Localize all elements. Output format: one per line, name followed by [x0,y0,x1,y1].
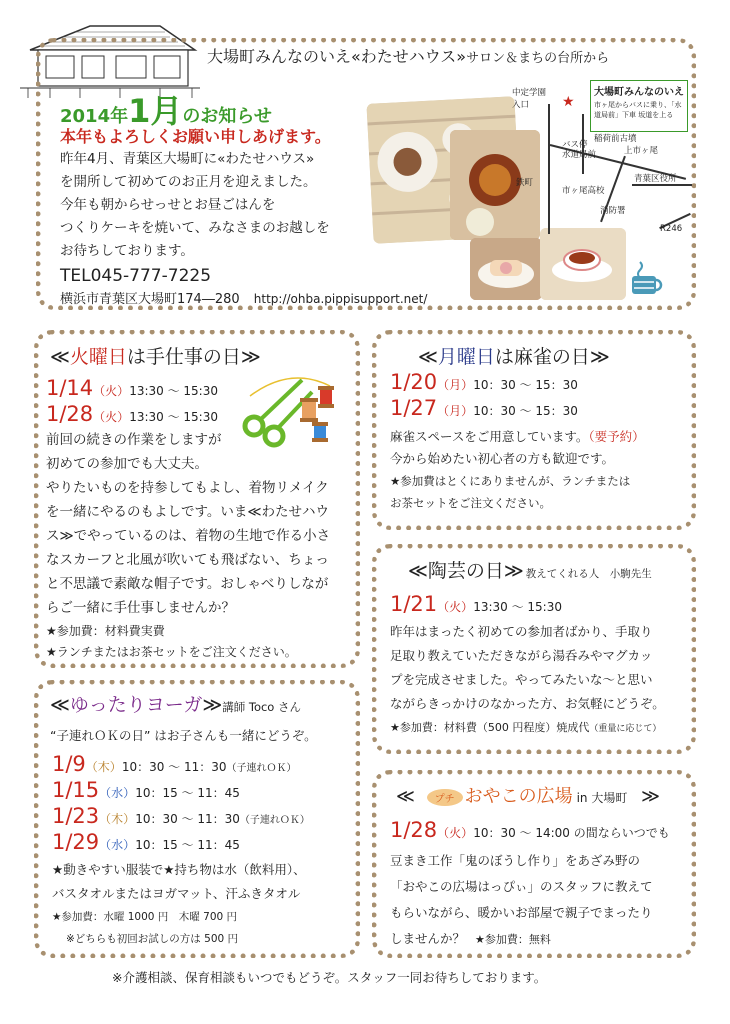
map-label: 消防署 [600,206,626,216]
tea-photo [540,228,626,300]
address-line [60,288,427,307]
fee-note: ★参加費：無料 [475,933,551,946]
address: 横浜市青葉区大場町174―280 [60,292,240,307]
intro-line: つくりケーキを焼いて、みなさまのお越しを [60,220,330,236]
tuesday-date-2 [46,402,218,426]
weekday: （木） [99,812,136,826]
date: 1/21 [390,592,438,616]
yoga-title-row [50,690,301,717]
weekday: （火） [437,600,474,614]
fee-subnote: （重量に応じて） [589,724,662,734]
monday-title-open: ≪ [418,346,438,368]
date: 1/28 [390,818,438,842]
trial-note: ※どちらも初回お試しの方は 500 円 [66,933,239,945]
yoga-lead: “子連れＯＫの日” はお子さんも一緒にどうぞ。 [50,728,317,743]
body-line: 豆まき工作「鬼のぼうし作り」をあざみ野の [390,853,641,868]
map-label: 中定学園入口 [512,88,547,110]
fee-note: ★参加費：材料費実費 [46,624,165,638]
pottery-teacher: 教えてくれる人 小駒先生 [525,568,652,580]
fee-text: ★参加費：材料費（500 円程度）焼成代 [390,721,590,734]
date: 1/15 [52,778,100,802]
time: 10：30 〜 15：30 [473,404,578,418]
yoga-title-em: ゆったりヨーガ [69,694,203,716]
time: 13:30 〜 15:30 [129,384,218,398]
map-legend [590,80,688,132]
yoga-title-close: ≫ [202,694,223,716]
body-line: やりたいものを持参してもよし、着物リメイク [46,480,329,496]
map-label: 水道局前 [562,150,597,160]
date: 1/20 [390,370,438,394]
weekday: （水） [99,838,136,852]
cake-photo [470,238,542,300]
body-line: らご一緒に手仕事しませんか？ [46,600,235,616]
monday-title-rest: は麻雀の日≫ [494,346,610,368]
map-label: 市ヶ尾高校 [562,186,605,196]
yoga-body [52,858,306,950]
body-line: 「おやこの広場はっぴぃ」のスタッフに教えて [390,879,653,894]
time: 13:30 〜 15:30 [129,410,218,424]
time: 10：15 〜 11：45 [135,786,240,800]
tel: TEL045-777-7225 [60,266,212,286]
body-line: 前回の続きの作業をしますが [46,432,222,448]
body-line: 足取り教えていただきながら湯呑みやマグカッ [390,648,653,663]
fee-note: ★参加費：水曜 1000 円 木曜 700 円 [52,911,238,923]
yoga-title-open: ≪ [50,694,70,716]
time: 10：30 〜 14:00 の間ならいつでも [473,826,670,840]
order-note: ★ランチまたはお茶セットをご注文ください。 [46,645,297,659]
weekday: （月） [437,378,474,392]
map-label: R246 [660,224,683,234]
yoga-date-2 [52,778,240,802]
tuesday-title [50,342,261,369]
body-line: 初めての参加でも大丈夫。 [46,456,208,472]
intro-line: お待ちしております。 [60,243,194,259]
monday-date-1 [390,370,578,394]
reservation-note: （要予約） [588,429,645,444]
oyako-date [390,818,670,842]
date: 1/29 [52,830,100,854]
time: 10：30 〜 11：30 [121,760,227,774]
time: 10：30 〜 15：30 [473,378,578,392]
map-label: 鉄町 [516,178,534,188]
body-line: 昨年はまったく初めての参加者ばかり、手取り [390,624,653,639]
oyako-title-close: ≫ [641,786,660,807]
page-title-year: 2014年 [60,106,129,127]
tuesday-title-open: ≪ [50,346,70,368]
time: 10：15 〜 11：45 [135,838,240,852]
time: 13:30 〜 15:30 [473,600,562,614]
body-line: 今から始めたい初心者の方も歓迎です。 [390,451,615,466]
header-title-sub: サロン＆まちの台所から [466,51,610,66]
body-text: 麻雀スペースをご用意しています。 [390,429,589,444]
yoga-date-4 [52,830,240,854]
date: 1/28 [46,402,94,426]
intro-line: を開所して初めてのお正月を迎えました。 [60,174,317,190]
map-label: 稲荷前古墳 [594,134,637,144]
tuesday-date-1 [46,376,218,400]
map-label: 青葉区役所 [634,174,677,184]
access-map [512,84,692,234]
body-line: ス≫でやっているのは、着物の生地で作る小さ [46,528,331,544]
map-note: 市ヶ尾からバスに乗り、「水道局前」下車 坂道を上る [594,101,682,119]
fee-note: ★参加費はとくにありませんが、ランチまたは [390,474,631,488]
cup-icon [626,258,666,302]
monday-body [390,426,645,514]
intro-text [60,148,330,263]
tuesday-title-em: 火曜日 [69,346,127,368]
weekday: （水） [99,786,136,800]
oyako-place: in 大場町 [576,791,628,805]
footer-note: ※介護相談、保育相談もいつでもどうぞ。スタッフ一同お待ちしております。 [112,970,547,985]
map-title: 大場町みんなのいえ [594,87,684,98]
tuesday-title-rest: は手仕事の日≫ [126,346,261,368]
oyako-title-row [396,782,660,808]
puchi-badge: プチ [427,789,463,806]
weekday: （月） [437,404,474,418]
map-label: バス停 [562,140,588,150]
body-line: ★動きやすい服装で★持ち物は水（飲料用）、 [52,862,306,877]
weekday: （木） [85,760,122,774]
pottery-body [390,620,665,741]
body-line: なスカーフと北風が吹いても飛ばない、ちょっ [46,552,329,568]
weekday: （火） [437,826,474,840]
body-line: バスタオルまたはヨガマット、汗ふきタオル [52,886,301,901]
kids-ok-note: （子連れＯＫ） [226,763,297,774]
header-title [207,44,609,67]
weekday: （火） [93,384,130,398]
page-title-month: 1月 [128,92,183,130]
date: 1/23 [52,804,100,828]
yoga-date-1 [52,752,297,776]
greeting: 本年もよろしくお願い申しあげます。 [60,127,331,146]
monday-date-2 [390,396,578,420]
tuesday-body [46,428,356,662]
yoga-date-3 [52,804,310,828]
date: 1/9 [52,752,86,776]
intro-line: 今年も朝からせっせとお昼ごはんを [60,197,276,213]
page-title-notice: のお知らせ [182,106,272,127]
body-line [390,926,653,953]
oyako-title-em: おやこの広場 [464,786,573,807]
date: 1/14 [46,376,94,400]
body-line: プを完成させました。やってみたいな〜と思い [390,672,653,687]
body-line: もらいながら、暖かいお部屋で親子でまったり [390,905,653,920]
monday-title-em: 月曜日 [437,346,495,368]
oyako-body [390,848,653,953]
body-text: しませんか？ [390,931,466,946]
body-line: ながらきっかけのなかった方、お気軽にどうぞ。 [390,696,665,711]
pottery-date [390,592,562,616]
body-line: と不思議で素敵な帽子です。おしゃべりしなが [46,576,329,592]
order-note: お茶セットをご注文ください。 [390,496,551,510]
oyako-title-open: ≪ [396,786,415,807]
kids-ok-note: （子連れＯＫ） [239,815,310,826]
body-line: を一緒にやるのもよしです。いま≪わたせハウ [46,504,330,520]
map-label: 上市ヶ尾 [624,146,659,156]
location-star-icon: ★ [562,94,575,110]
weekday: （火） [93,410,130,424]
body-line [390,426,645,448]
pottery-title: ≪陶芸の日≫ [408,560,524,582]
time: 10：30 〜 11：30 [135,812,240,826]
fee-note [390,716,665,741]
header-title-main: 大場町みんなのいえ«わたせハウス» [207,47,467,66]
website-link[interactable]: http://ohba.pippisupport.net/ [253,292,428,306]
yoga-teacher: 講師 Toco さん [222,700,301,714]
pottery-title-row [408,556,652,583]
date: 1/27 [390,396,438,420]
intro-line: 昨年4月、青葉区大場町に«わたせハウス» [60,151,315,167]
monday-title [418,342,610,369]
